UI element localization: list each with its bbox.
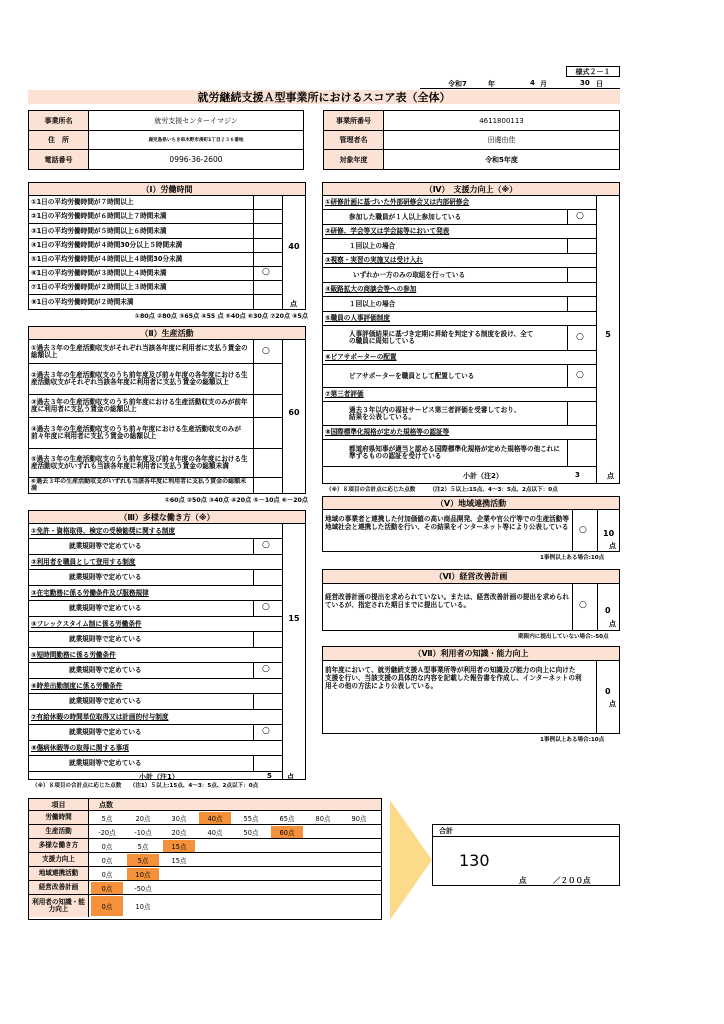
- sec5-score: 10: [603, 529, 615, 538]
- sec7-note: 1事例以上ある場合:10点: [540, 737, 605, 743]
- info-value-address: 鹿児島県いちき串木野市湊町1丁目２３６番地: [89, 131, 303, 150]
- total-max: ／２００点: [553, 876, 591, 885]
- score-cell: 80点: [315, 815, 331, 823]
- score-cell: -50点: [134, 885, 152, 893]
- sec3-head-3: ③在宅勤務に係る労働条件及び服務規律: [29, 586, 282, 601]
- sec1-item-3: ③1日の平均労働時間が５時間以上６時間未満: [29, 224, 282, 239]
- sec1-item-7: ⑦1日の平均労働時間が２時間以上３時間未満: [29, 281, 282, 295]
- sec2-item-6: ⑥過去３年の生産活動収支がいずれも当該各年度に利用者に支払う賃金の総額未満: [31, 478, 247, 492]
- sec3-head-8: ⑧傷病休暇等の取得に関する事項: [29, 741, 282, 756]
- section-1-items: [29, 196, 283, 309]
- sec4-score: 5: [605, 329, 611, 339]
- sec3-head-2: ②利用者を職員として登用する制度: [29, 555, 282, 570]
- section-1-labor-hours: [28, 182, 306, 310]
- sec7-text: 前年度において、就労継続支援Ａ型事業所等が利用者の知識及び能力の向上に向けた支援を行い、当該支援の具体的な内容を記載した報告書を作成し、インターネットの利用その他の方法により公表している。: [323, 661, 597, 733]
- section-3-items: [29, 524, 283, 779]
- sec4-sub-8: 都道府県知事が適当と認める国際標準化規格が定めた規格等の他これに準ずるものの認証を受けている: [323, 440, 596, 467]
- sec3-sub-2: 就業規則等で定めている: [29, 570, 282, 586]
- score-cell: 40点: [207, 829, 223, 837]
- sec3-score: 15: [288, 613, 300, 623]
- score-table-rows: [29, 811, 381, 919]
- sec4-mark-line-5: [567, 326, 568, 351]
- sec4-mark-line-6: [567, 365, 568, 388]
- sec3-note: （※）８項目の合計点に応じた点数 （注1）５以上:15点、4～3：5点、2点以下：0点: [32, 783, 259, 789]
- sec2-item-1: ①過去３年の生産活動収支がそれぞれ当該各年度に利用者に支払う賃金の総額以上: [29, 340, 282, 364]
- score-cell: 5点: [101, 815, 113, 823]
- score-cell: 20点: [135, 815, 151, 823]
- date-year-unit: 年: [488, 80, 495, 88]
- sec6-score: 0: [605, 606, 611, 615]
- sec6-score-line: [597, 584, 598, 630]
- form-number: 様式２－１: [566, 66, 620, 77]
- section-2-production: [28, 326, 306, 494]
- info-value-facility-number: 4611800113: [384, 111, 619, 131]
- sec4-head-5: ⑤職員の人事評価制度: [323, 312, 596, 326]
- score-cell-selected: 0点: [91, 896, 123, 916]
- sec5-unit: 点: [609, 542, 616, 550]
- info-label-address: 住 所: [29, 131, 89, 150]
- score-cell: -20点: [98, 829, 116, 837]
- section-4-items: [323, 196, 597, 483]
- score-cell: -10点: [134, 829, 152, 837]
- section-5-title: （Ⅴ）地域連携活動: [323, 497, 619, 510]
- total-unit: 点: [519, 876, 527, 885]
- sec3-subtotal-unit: 点: [287, 773, 294, 781]
- section-7-title: （Ⅶ）利用者の知識・能力向上: [323, 647, 619, 661]
- date-day: 30: [580, 79, 590, 87]
- score-cell-selected: 0点: [91, 882, 123, 894]
- date-month: 4: [530, 79, 535, 87]
- sec3-mark-line-3: [253, 601, 254, 617]
- section-6-title: （Ⅵ）経営改善計画: [323, 570, 619, 584]
- sec4-head-7: ⑦第三者評価: [323, 388, 596, 402]
- sec1-item-5: ⑤1日の平均労働時間が４時間以上４時間30分未満: [29, 253, 282, 267]
- sec4-subtotal-value: 3: [575, 471, 580, 479]
- sec5-note: 1事例以上ある場合:10点: [540, 555, 605, 561]
- date-line: [420, 78, 620, 89]
- sec4-mark-line-4: [567, 297, 568, 312]
- score-row-label: 経営改善計画: [29, 881, 89, 895]
- score-row-label: 利用者の知識・能力向上: [29, 895, 89, 917]
- score-cell: 0点: [101, 871, 113, 879]
- score-cell: 65点: [279, 815, 295, 823]
- sec3-mark-line-8: [253, 756, 254, 772]
- sec3-head-5: ⑤短時間勤務に係る労働条件: [29, 648, 282, 663]
- info-label-manager: 管理者名: [324, 131, 384, 150]
- score-table: [28, 798, 382, 920]
- score-cell: 90点: [351, 815, 367, 823]
- sec3-mark-line-7: [253, 725, 254, 741]
- info-right-table: [323, 110, 620, 170]
- sec3-sub-7: 就業規則等で定めている: [29, 725, 282, 741]
- sec3-subtotal-label: 小計（注1）: [139, 773, 179, 781]
- sec4-head-4: ④販路拡大の商談会等への参加: [323, 283, 596, 297]
- sec1-scale: ①80点 ②80点 ③65点 ④55 点 ⑤40点 ⑥30点 ⑦20点 ⑧5点: [134, 313, 308, 320]
- sec4-note: （※）８項目の合計点に応じた点数 （注2）５以上:15点、4～3：5点、2点以下：0点: [326, 487, 558, 493]
- info-value-manager: 田邊由佳: [384, 131, 619, 150]
- section-3-diverse-work: [28, 510, 306, 780]
- sec2-item-2: ②過去３年の生産活動収支のうち前年度及び前々年度の各年度における生産活動収支がそれぞれ当該各年度に利用者に支払う賃金の総額以上: [29, 364, 282, 395]
- total-label: 合計: [433, 825, 619, 837]
- total-value: 130: [459, 851, 490, 870]
- sec4-mark-line-2: [567, 239, 568, 254]
- sec4-mark-line-7: [567, 402, 568, 426]
- info-left-table: [28, 110, 304, 170]
- sec3-head-4: ④フレックスタイム制に係る労働条件: [29, 617, 282, 632]
- sec2-scale: ①60点 ②50点 ③40点 ④20点 ⑤－10点 ⑥－20点: [164, 497, 308, 504]
- score-cell: 50点: [243, 829, 259, 837]
- sec3-mark-line-2: [253, 570, 254, 586]
- sec3-sub-6: 就業規則等で定めている: [29, 694, 282, 710]
- section-2-items: [29, 340, 283, 493]
- sec4-sub-3: いずれか一方のみの取組を行っている: [323, 268, 596, 283]
- date-day-unit: 日: [596, 80, 603, 88]
- sec1-item-6: ⑥1日の平均労働時間が３時間以上４時間未満: [29, 267, 282, 281]
- result-arrow-icon: [388, 798, 434, 922]
- score-row-label: 多様な働き方: [29, 839, 89, 853]
- sec3-head-1: ①免許・資格取得、検定の受検勧奨に関する制度: [29, 524, 282, 539]
- score-row-label: 地域連携活動: [29, 867, 89, 881]
- info-value-phone: 0996-36-2600: [169, 155, 223, 164]
- sec3-mark-1: ○: [262, 540, 270, 550]
- sec3-sub-3: 就業規則等で定めている: [29, 601, 282, 617]
- sec4-sub-6: ピアサポーターを職員として配置している: [323, 365, 596, 388]
- sec7-unit: 点: [609, 700, 616, 708]
- info-value-target-year: 令和5年度: [485, 155, 518, 164]
- sec1-mark-column-line: [253, 196, 254, 309]
- sec6-note: 期限内に提出していない場合:-50点: [518, 634, 609, 640]
- section-4-support-capacity: [322, 182, 620, 484]
- score-cell-selected: 40点: [199, 812, 231, 824]
- sec4-head-2: ②研修、学会等又は学会誌等において発表: [323, 225, 596, 239]
- sec4-mark-5: ○: [576, 332, 584, 342]
- section-4-title: （Ⅳ） 支援力向上（※）: [323, 183, 619, 196]
- sec3-mark-7: ○: [262, 726, 270, 736]
- section-7-user-knowledge: [322, 646, 620, 734]
- score-cell-selected: 60点: [271, 826, 303, 838]
- info-label-target-year: 対象年度: [324, 150, 384, 169]
- section-3-title: （Ⅲ）多様な働き方（※）: [29, 511, 305, 524]
- sec1-item-1: ①1日の平均労働時間が７時間以上: [29, 196, 282, 210]
- score-row-label: 労働時間: [29, 811, 89, 825]
- sec2-mark-column-line: [253, 340, 254, 493]
- section-1-title: （Ⅰ）労働時間: [29, 183, 305, 196]
- score-cell: 55点: [243, 815, 259, 823]
- sec6-mark: ○: [579, 600, 587, 610]
- date-era-year: 令和7: [448, 80, 467, 88]
- score-cell: 20点: [171, 829, 187, 837]
- sec1-unit: 点: [290, 300, 297, 308]
- sec2-score: 60: [288, 407, 300, 417]
- sec1-score: 40: [288, 241, 300, 251]
- score-cell: 15点: [171, 857, 187, 865]
- section-6-management-plan: [322, 569, 620, 631]
- sec5-mark: ○: [579, 525, 587, 535]
- section-2-title: （Ⅱ）生産活動: [29, 327, 305, 340]
- score-cell-selected: 10点: [127, 868, 159, 880]
- score-cell: 0点: [101, 843, 113, 851]
- sec2-item-3: ③過去３年の生産活動収支のうち前年度における生産活動収支のみが前年度に利用者に支払う賃金の総額以上: [29, 395, 282, 418]
- score-row-label: 生産活動: [29, 825, 89, 839]
- sec1-item-8: ⑧1日の平均労働時間が２時間未満: [31, 297, 134, 306]
- sec4-mark-6: ○: [576, 370, 584, 380]
- sec3-sub-1: 就業規則等で定めている: [29, 539, 282, 555]
- info-label-phone: 電話番号: [29, 150, 89, 169]
- sec3-subtotal-value: 5: [267, 772, 272, 780]
- score-cell: 5点: [137, 843, 149, 851]
- sec4-mark-line-1: [567, 210, 568, 225]
- section-5-community: [322, 496, 620, 552]
- sec3-head-6: ⑥時差出勤制度に係る労働条件: [29, 679, 282, 694]
- sec5-score-line: [597, 510, 598, 551]
- sec2-item-4: ④過去３年の生産活動収支のうち前々年度における生産活動収支のみが前々年度に利用者に支払う賃金の総額以上: [29, 418, 282, 449]
- sec4-head-3: ③視察・実習の実施又は受け入れ: [323, 254, 596, 268]
- sec6-text: 経営改善計画の提出を求められていない。または、経営改善計画の提出を求められているが、指定された期日までに提出している。: [323, 584, 573, 630]
- sec1-mark-5: ○: [262, 267, 270, 277]
- sec3-mark-line-1: [253, 539, 254, 555]
- sec5-text: 地域の事業者と連携した付加価値の高い商品開発、企業や官公庁等での生産活動等地域社会と連携した活動を行い、その結果をインターネット等により公表している: [323, 510, 573, 551]
- sec3-mark-line-6: [253, 694, 254, 710]
- score-cell: 10点: [135, 903, 151, 911]
- sec2-mark-1: ○: [262, 346, 270, 356]
- score-row-label: 支援力向上: [29, 853, 89, 867]
- score-cell: 30点: [171, 815, 187, 823]
- info-label-facility-name: 事業所名: [29, 111, 89, 131]
- sec4-sub-1: 参加した職員が１人以上参加している: [323, 210, 596, 225]
- sec3-sub-4: 就業規則等で定めている: [29, 632, 282, 648]
- info-label-facility-number: 事業所番号: [324, 111, 384, 131]
- sec4-sub-4: １回以上の場合: [323, 297, 596, 312]
- page-title: 就労継続支援Ａ型事業所におけるスコア表（全体）: [28, 90, 620, 104]
- score-table-head-item: 項目: [29, 799, 89, 811]
- date-month-unit: 月: [540, 80, 547, 88]
- sec4-mark-1: ○: [576, 211, 584, 221]
- sec4-sub-7: 過去３年以内の福祉サービス第三者評価を受審しており、結果を公表している。: [323, 402, 596, 426]
- sec1-item-4: ④1日の平均労働時間が４時間30分以上５時間未満: [29, 239, 282, 253]
- sec4-unit: 点: [607, 472, 614, 480]
- score-cell-selected: 15点: [163, 840, 195, 852]
- score-cell: 0点: [101, 857, 113, 865]
- sec7-score: 0: [605, 687, 611, 696]
- sec4-sub-2: １回以上の場合: [323, 239, 596, 254]
- sec4-subtotal-label: 小計（注2）: [463, 472, 503, 480]
- score-table-head-points: 点数: [89, 799, 381, 811]
- sec2-item-5: ⑤過去３年の生産活動収支のうち前年度及び前々年度の各年度における生産活動収支がいずれも当該各年度に利用者に支払う賃金の総額未満: [29, 449, 282, 478]
- sec4-head-6: ⑥ピアサポーターの配置: [323, 351, 596, 365]
- sec4-head-1: ①研修計画に基づいた外部研修会又は内部研修会: [323, 196, 596, 210]
- sec1-item-2: ②1日の平均労働時間が６時間以上７時間未満: [29, 210, 282, 224]
- sec4-mark-line-8: [567, 440, 568, 467]
- sec4-sub-5: 人事評価結果に基づき定期に昇給を判定する制度を設け、全ての職員に周知している: [323, 326, 596, 351]
- total-box: [432, 824, 620, 886]
- score-cell-selected: 5点: [127, 854, 159, 866]
- sec4-mark-line-3: [567, 268, 568, 283]
- sec4-head-8: ⑧国際標準化規格が定めた規格等の認証等: [323, 426, 596, 440]
- sec3-mark-5: ○: [262, 664, 270, 674]
- sec3-mark-3: ○: [262, 602, 270, 612]
- sec3-sub-5: 就業規則等で定めている: [29, 663, 282, 679]
- sec3-sub-8: 就業規則等で定めている: [29, 756, 282, 772]
- sec3-mark-line-5: [253, 663, 254, 679]
- sec6-unit: 点: [609, 620, 616, 628]
- info-value-facility-name: 就労支援センターイマジン: [89, 111, 303, 131]
- sec3-mark-line-4: [253, 632, 254, 648]
- sec3-head-7: ⑦有給休暇の時間単位取得又は計画的付与制度: [29, 710, 282, 725]
